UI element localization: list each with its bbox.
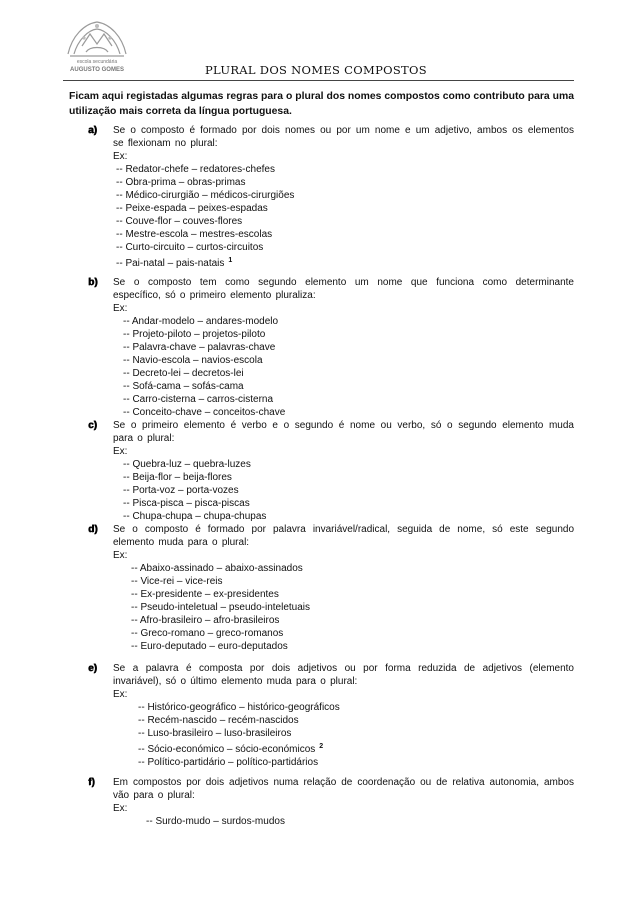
example-text: -- Projeto-piloto – projetos-piloto	[123, 329, 266, 340]
example-text: -- Quebra-luz – quebra-luzes	[123, 459, 251, 470]
example-text: -- Euro-deputado – euro-deputados	[131, 641, 288, 652]
example-item	[131, 640, 574, 653]
example-text: -- Sofá-cama – sofás-cama	[123, 381, 244, 392]
example-label: Ex:	[113, 803, 128, 814]
example-list	[123, 315, 574, 419]
example-text: -- Andar-modelo – andares-modelo	[123, 316, 279, 327]
section-marker: b)	[88, 277, 98, 288]
example-text: -- Recém-nascido – recém-nascidos	[138, 715, 299, 726]
example-item	[116, 228, 574, 241]
example-item	[138, 727, 574, 740]
example-item	[131, 588, 574, 601]
rule-description: Se o composto tem como segundo elemento um nome que funciona como determinante específico, só o primeiro elemento pluraliza:	[113, 277, 574, 301]
example-item	[116, 202, 574, 215]
example-item	[123, 458, 574, 471]
example-item	[123, 393, 574, 406]
example-text: -- Pseudo-inteletual – pseudo-inteletuais	[131, 602, 310, 613]
rule-description: Se a palavra é composta por dois adjetivos ou por forma reduzida de adjetivos (elemento invariável), só o último elemento muda para o plural:	[113, 663, 574, 687]
example-text: -- Sócio-económico – sócio-económicos	[138, 744, 316, 755]
example-list	[123, 458, 574, 523]
section-body	[113, 124, 574, 270]
example-list	[131, 562, 574, 653]
example-text: -- Ex-presidente – ex-presidentes	[131, 589, 279, 600]
example-text: -- Palavra-chave – palavras-chave	[123, 342, 276, 353]
example-item	[123, 484, 574, 497]
example-item	[138, 701, 574, 714]
example-label: Ex:	[113, 689, 128, 700]
rule-description: Se o composto é formado por palavra invariável/radical, seguida de nome, só este segundo elemento muda para o plural:	[113, 524, 574, 548]
example-label: Ex:	[113, 550, 128, 561]
example-text: -- Conceito-chave – conceitos-chave	[123, 407, 286, 418]
school-emblem-icon	[62, 16, 132, 60]
example-text: -- Porta-voz – porta-vozes	[123, 485, 239, 496]
example-item	[138, 756, 574, 769]
section-marker: f)	[88, 777, 95, 788]
example-text: -- Redator-chefe – redatores-chefes	[116, 164, 275, 175]
section-marker: a)	[88, 125, 97, 136]
example-item	[123, 380, 574, 393]
example-item	[123, 341, 574, 354]
example-item	[123, 328, 574, 341]
example-item	[138, 740, 574, 756]
footnote-ref: 1	[228, 257, 233, 264]
example-text: -- Greco-romano – greco-romanos	[131, 628, 284, 639]
example-text: -- Peixe-espada – peixes-espadas	[116, 203, 268, 214]
example-text: -- Decreto-lei – decretos-lei	[123, 368, 244, 379]
section-marker: c)	[88, 420, 97, 431]
example-item	[116, 254, 574, 270]
school-name	[62, 58, 132, 74]
example-item	[116, 241, 574, 254]
section-body	[113, 523, 574, 653]
example-text: -- Couve-flor – couves-flores	[116, 216, 243, 227]
example-text: -- Beija-flor – beija-flores	[123, 472, 232, 483]
example-item	[123, 315, 574, 328]
example-text: -- Histórico-geográfico – histórico-geográficos	[138, 702, 340, 713]
rule-description: Se o composto é formado por dois nomes ou por um nome e um adjetivo, ambos os elementos se flexionam no plural:	[113, 125, 574, 149]
example-list	[138, 701, 574, 769]
example-item	[123, 406, 574, 419]
section-marker: e)	[88, 663, 97, 674]
example-item	[131, 601, 574, 614]
example-text: -- Obra-prima – obras-primas	[116, 177, 246, 188]
example-item	[116, 215, 574, 228]
document-title: PLURAL DOS NOMES COMPOSTOS	[205, 63, 427, 77]
example-item	[131, 562, 574, 575]
example-text: -- Abaixo-assinado – abaixo-assinados	[131, 563, 303, 574]
example-item	[146, 815, 574, 828]
example-text: -- Curto-circuito – curtos-circuitos	[116, 242, 264, 253]
example-item	[116, 163, 574, 176]
rule-description: Se o primeiro elemento é verbo e o segundo é nome ou verbo, só o segundo elemento muda para o plural:	[113, 420, 574, 444]
example-text: -- Pisca-pisca – pisca-piscas	[123, 498, 250, 509]
example-text: -- Político-partidário – político-partidários	[138, 757, 319, 768]
example-text: -- Chupa-chupa – chupa-chupas	[123, 511, 267, 522]
logo-line-2: AUGUSTO GOMES	[70, 67, 124, 73]
example-item	[123, 471, 574, 484]
example-item	[123, 354, 574, 367]
example-list	[146, 815, 574, 828]
example-text: -- Médico-cirurgião – médicos-cirurgiões	[116, 190, 295, 201]
example-label: Ex:	[113, 303, 128, 314]
example-item	[131, 575, 574, 588]
example-label: Ex:	[113, 446, 128, 457]
example-text: -- Navio-escola – navios-escola	[123, 355, 263, 366]
example-list	[116, 163, 574, 270]
example-label: Ex:	[113, 151, 128, 162]
section-body	[113, 662, 574, 769]
example-item	[116, 176, 574, 189]
intro-paragraph: Ficam aqui registadas algumas regras para o plural dos nomes compostos como contributo para uma utilização mais correta da língua portuguesa.	[69, 91, 574, 117]
example-item	[131, 614, 574, 627]
example-item	[116, 189, 574, 202]
example-item	[123, 510, 574, 523]
logo-line-1: escola secundária	[76, 59, 118, 65]
section-body	[113, 276, 574, 419]
footnote-ref: 2	[319, 743, 324, 750]
example-item	[123, 367, 574, 380]
example-text: -- Carro-cisterna – carros-cisterna	[123, 394, 274, 405]
example-item	[138, 714, 574, 727]
example-text: -- Vice-rei – vice-reis	[131, 576, 223, 587]
example-item	[123, 497, 574, 510]
example-item	[131, 627, 574, 640]
section-body	[113, 776, 574, 828]
example-text: -- Surdo-mudo – surdos-mudos	[146, 816, 285, 827]
section-marker: d)	[88, 524, 98, 535]
header-divider	[63, 80, 574, 81]
section-body	[113, 419, 574, 523]
example-text: -- Afro-brasileiro – afro-brasileiros	[131, 615, 280, 626]
example-text: -- Mestre-escola – mestres-escolas	[116, 229, 273, 240]
example-text: -- Luso-brasileiro – luso-brasileiros	[138, 728, 292, 739]
rule-description: Em compostos por dois adjetivos numa relação de coordenação ou de relativa autonomia, ambos vão para o plural:	[113, 777, 574, 801]
example-text: -- Pai-natal – pais-natais	[116, 258, 225, 269]
